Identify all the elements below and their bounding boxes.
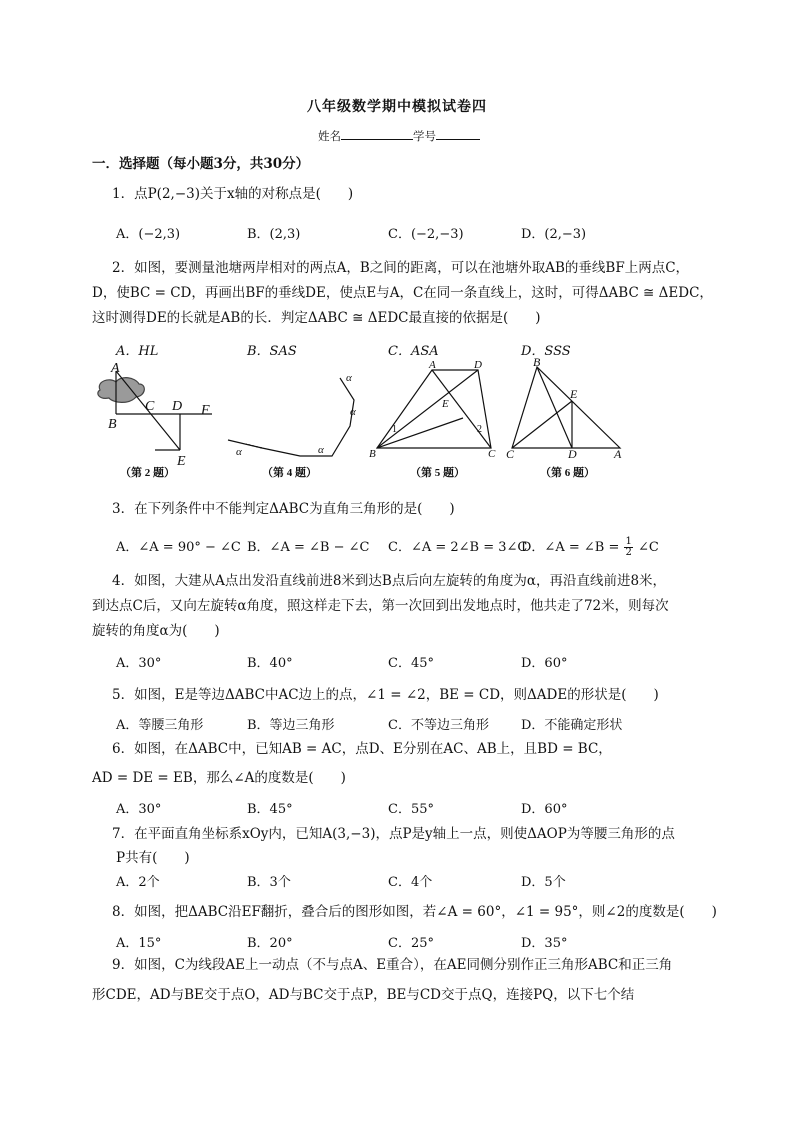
q4-line3: 旋转的角度α为( ) bbox=[92, 623, 220, 639]
q6-line1: 6．如图，在ΔABC中，已知AB = AC，点D、E分别在AC、AB上，且BD = BC， bbox=[112, 741, 612, 757]
fig4-label-alpha-3: α bbox=[350, 406, 356, 418]
q1-option-c: C．(−2,−3) bbox=[388, 227, 464, 242]
q4-line1: 4．如图，大建从A点出发沿直线前进8米到达B点后向左旋转的角度为α，再沿直线前进8米， bbox=[112, 573, 667, 589]
fig4-label-alpha-4: α bbox=[346, 372, 352, 384]
q8-option-a: A．15° bbox=[116, 936, 162, 951]
q3-frac-tail: ∠C bbox=[638, 540, 659, 555]
section-heading: 一．选择题（每小题3分，共30分） bbox=[92, 156, 310, 172]
q4-option-b: B．40° bbox=[247, 656, 293, 671]
q5-option-c: C．不等边三角形 bbox=[388, 718, 489, 733]
q3-option-b: B．∠A = ∠B − ∠C bbox=[247, 540, 370, 555]
q7-option-c: C．4个 bbox=[388, 875, 433, 890]
q5-option-a: A．等腰三角形 bbox=[116, 718, 204, 733]
name-blank[interactable] bbox=[341, 128, 413, 140]
q1-option-d: D．(2,−3) bbox=[521, 227, 587, 242]
fig5-segment-be bbox=[377, 418, 463, 448]
q4-line2: 到达点C后，又向左旋转α角度，照这样走下去，第一次回到出发地点时，他共走了72米，则每次 bbox=[92, 598, 669, 614]
q6-option-c: C．55° bbox=[388, 802, 434, 817]
q2-line1: 2．如图，要测量池塘两岸相对的两点A，B之间的距离，可以在池塘外取AB的垂线BF上两点C， bbox=[112, 260, 690, 276]
q1-option-a: A．(−2,3) bbox=[116, 227, 181, 242]
name-id-line bbox=[318, 128, 480, 144]
q5-stem: 5．如图，E是等边ΔABC中AC边上的点，∠1 = ∠2，BE = CD，则ΔADE的形状是( ) bbox=[112, 687, 659, 703]
fig6-label-b: B bbox=[533, 355, 541, 369]
q3-option-d bbox=[521, 536, 659, 558]
q3-option-a: A．∠A = 90° − ∠C bbox=[116, 540, 241, 555]
fig4-label-alpha-2: α bbox=[318, 444, 324, 456]
q8-option-b: B．20° bbox=[247, 936, 293, 951]
q7-option-b: B．3个 bbox=[247, 875, 291, 890]
fig5-label-2: 2 bbox=[477, 424, 482, 435]
fig6-caption: （第 6 题） bbox=[540, 467, 595, 479]
q2-option-c: C．ASA bbox=[388, 344, 439, 359]
id-label: 学号 bbox=[413, 129, 436, 143]
q2-line2: D，使BC = CD，再画出BF的垂线DE，使点E与A，C在同一条直线上，这时，可得ΔABC ≅ ΔEDC， bbox=[92, 285, 713, 301]
q2-option-a: A．HL bbox=[116, 344, 159, 359]
q7-option-a: A．2个 bbox=[116, 875, 160, 890]
q4-option-c: C．45° bbox=[388, 656, 434, 671]
figures-row bbox=[0, 355, 794, 485]
fig2-label-a: A bbox=[111, 361, 120, 376]
q7-line2: P共有( ) bbox=[116, 850, 190, 866]
fig2-caption: （第 2 题） bbox=[120, 467, 175, 479]
name-label: 姓名 bbox=[318, 129, 341, 143]
q6-line2: AD = DE = EB，那么∠A的度数是( ) bbox=[92, 770, 346, 786]
fig5-diagonal-ac bbox=[432, 370, 491, 448]
q7-option-d: D．5个 bbox=[521, 875, 566, 890]
fig4-path bbox=[228, 378, 354, 456]
q3-stem: 3．在下列条件中不能判定ΔABC为直角三角形的是( ) bbox=[112, 501, 455, 517]
q3-frac-den: 2 bbox=[625, 547, 632, 558]
id-blank[interactable] bbox=[436, 128, 480, 140]
q4-option-d: D．60° bbox=[521, 656, 568, 671]
fig5-label-1: 1 bbox=[392, 424, 397, 435]
page-title: 八年级数学期中模拟试卷四 bbox=[307, 99, 487, 115]
fig6-label-c: C bbox=[506, 447, 515, 461]
fig2-label-f: F bbox=[201, 403, 210, 418]
fig5-outline bbox=[377, 370, 491, 448]
fig5-label-c: C bbox=[488, 448, 496, 460]
q9-line2: 形CDE，AD与BE交于点O，AD与BC交于点P，BE与CD交于点Q，连接PQ，以下七个结 bbox=[92, 987, 635, 1003]
fig5-label-d: D bbox=[474, 359, 482, 371]
fig6-label-e: E bbox=[570, 387, 578, 401]
fig6-label-d: D bbox=[568, 447, 577, 461]
fig2-label-b: B bbox=[108, 417, 117, 432]
q8-option-c: C．25° bbox=[388, 936, 434, 951]
fig4-label-alpha-1: α bbox=[236, 446, 242, 458]
q6-option-d: D．60° bbox=[521, 802, 568, 817]
fig5-label-b: B bbox=[369, 448, 376, 460]
q2-option-d: D．SSS bbox=[521, 344, 571, 359]
q3-option-c: C．∠A = 2∠B = 3∠C bbox=[388, 540, 528, 555]
fig2-pond bbox=[98, 378, 144, 403]
fig5-label-a: A bbox=[429, 359, 436, 371]
fig2-label-d: D bbox=[172, 399, 183, 414]
q9-line1: 9．如图，C为线段AE上一动点（不与点A、E重合），在AE同侧分别作正三角形ABC和正三角 bbox=[112, 957, 673, 973]
fig6-segment-ec bbox=[512, 401, 572, 448]
fig6-label-a: A bbox=[614, 447, 622, 461]
fig4-caption: （第 4 题） bbox=[262, 467, 317, 479]
q5-option-b: B．等边三角形 bbox=[247, 718, 335, 733]
fig5-diagonal-bd bbox=[377, 370, 478, 448]
q6-option-a: A．30° bbox=[116, 802, 162, 817]
fig5-label-e: E bbox=[442, 398, 449, 410]
q2-option-b: B．SAS bbox=[247, 344, 297, 359]
q6-option-b: B．45° bbox=[247, 802, 293, 817]
q3-fraction bbox=[624, 537, 632, 558]
fig2-label-e: E bbox=[177, 454, 186, 469]
q8-stem: 8．如图，把ΔABC沿EF翻折，叠合后的图形如图，若∠A = 60°，∠1 = 95°，则∠2的度数是( ) bbox=[112, 904, 717, 920]
fig5-caption: （第 5 题） bbox=[410, 467, 465, 479]
q3-option-d-text: D．∠A = ∠B = bbox=[521, 540, 620, 555]
q5-option-d: D．不能确定形状 bbox=[521, 718, 623, 733]
fig2-label-c: C bbox=[145, 399, 155, 414]
q8-option-d: D．35° bbox=[521, 936, 568, 951]
q4-option-a: A．30° bbox=[116, 656, 162, 671]
q3-frac-num: 1 bbox=[625, 536, 632, 547]
q7-line1: 7．在平面直角坐标系xOy内，已知A(3,−3)，点P是y轴上一点，则使ΔAOP为等腰三角形的点 bbox=[112, 826, 675, 842]
q1-option-b: B．(2,3) bbox=[247, 227, 301, 242]
fig6-segment-bd bbox=[537, 367, 572, 448]
q2-line3: 这时测得DE的长就是AB的长．判定ΔABC ≅ ΔEDC最直接的依据是( ) bbox=[92, 310, 541, 326]
q1-stem: 1．点P(2,−3)关于x轴的对称点是( ) bbox=[112, 186, 354, 202]
